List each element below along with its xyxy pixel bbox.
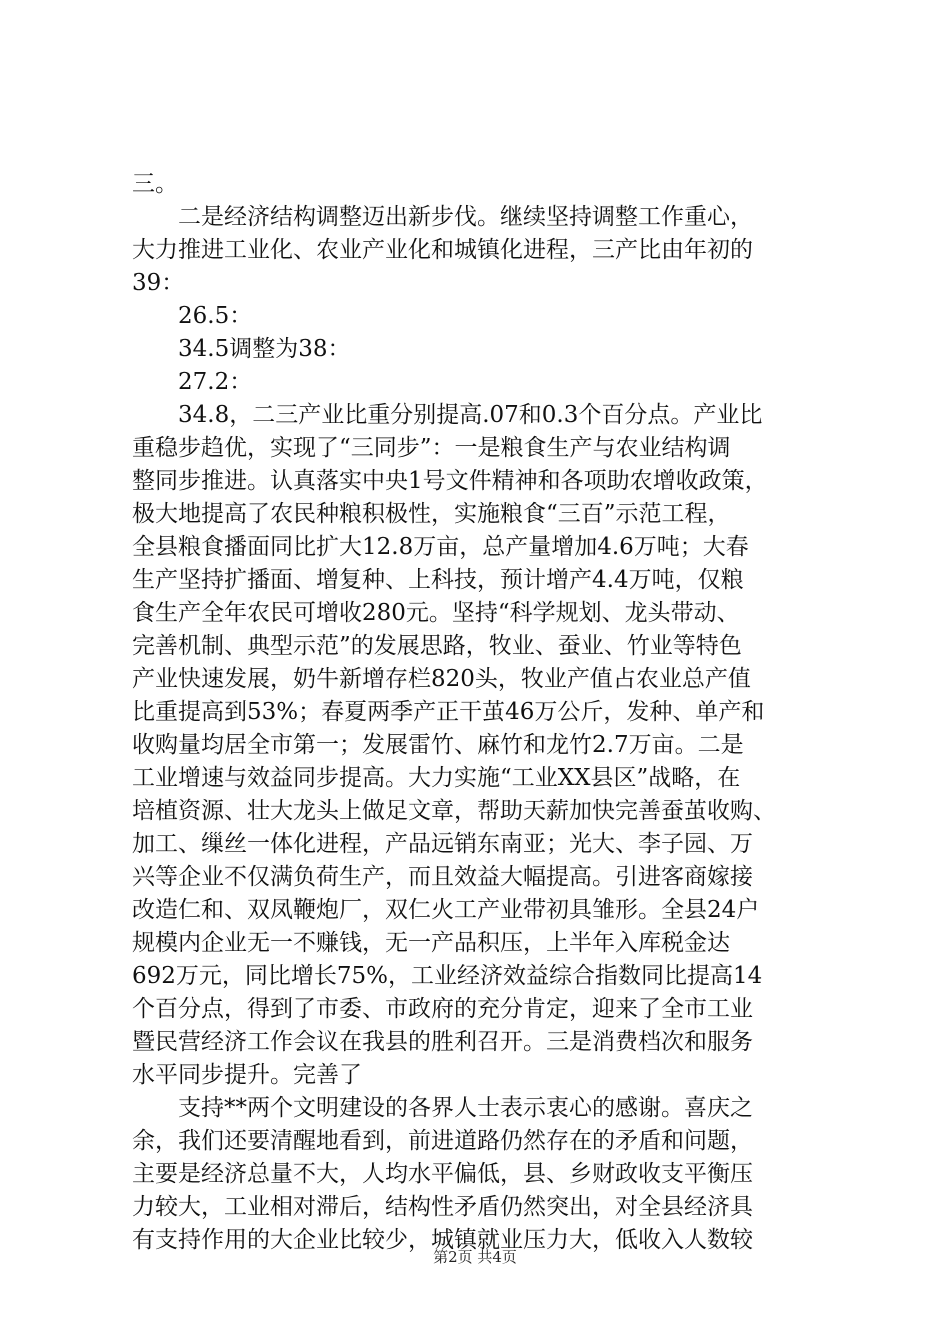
text-line: 34.5调整为38：	[178, 336, 351, 362]
text-line: 二是经济结构调整迈出新步伐。继续坚持调整工作重心，	[178, 204, 753, 230]
text-line: 34.8，二三产业比重分别提高.07和0.3个百分点。产业比	[178, 402, 763, 428]
text-line: 39：	[132, 270, 185, 296]
text-line: 改造仁和、双凤鞭炮厂，双仁火工产业带初具雏形。全县24户	[132, 897, 760, 923]
text-line: 培植资源、壮大龙头上做足文章，帮助天薪加快完善蚕茧收购、	[132, 798, 776, 824]
text-line: 有支持作用的大企业比较少，城镇就业压力大，低收入人数较	[132, 1227, 753, 1253]
text-line: 加工、缫丝一体化进程，产品远销东南亚；光大、李子园、万	[132, 831, 753, 857]
text-line: 重稳步趋优，实现了“三同步”：一是粮食生产与农业结构调	[132, 435, 731, 461]
text-line: 全县粮食播面同比扩大12.8万亩，总产量增加4.6万吨；大春	[132, 534, 749, 560]
text-line: 27.2：	[178, 369, 253, 395]
text-line: 26.5：	[178, 303, 253, 329]
text-line: 主要是经济总量不大，人均水平偏低，县、乡财政收支平衡压	[132, 1161, 753, 1187]
text-line: 完善机制、典型示范”的发展思路，牧业、蚕业、竹业等特色	[132, 633, 742, 659]
text-line: 产业快速发展，奶牛新增存栏820头，牧业产值占农业总产值	[132, 666, 751, 692]
text-line: 力较大，工业相对滞后，结构性矛盾仍然突出，对全县经济具	[132, 1194, 753, 1220]
text-line: 水平同步提升。完善了	[132, 1062, 362, 1088]
text-line: 食生产全年农民可增收280元。坚持“科学规划、龙头带动、	[132, 600, 740, 626]
text-line: 极大地提高了农民种粮积极性，实施粮食“三百”示范工程，	[132, 501, 731, 527]
text-line: 生产坚持扩播面、增复种、上科技，预计增产4.4万吨，仅粮	[132, 567, 744, 593]
text-line: 个百分点，得到了市委、市政府的充分肯定，迎来了全市工业	[132, 996, 753, 1022]
text-line: 收购量均居全市第一；发展雷竹、麻竹和龙竹2.7万亩。二是	[132, 732, 744, 758]
text-line: 整同步推进。认真落实中央1号文件精神和各项助农增收政策，	[132, 468, 768, 494]
page-footer: 第2页 共4页	[433, 1248, 517, 1266]
text-line: 比重提高到53%；春夏两季产正干茧46万公斤，发种、单产和	[132, 699, 765, 725]
text-line: 692万元，同比增长75%，工业经济效益综合指数同比提高14	[132, 963, 763, 989]
document-body	[132, 168, 832, 1257]
text-line: 工业增速与效益同步提高。大力实施“工业XX县区”战略，在	[132, 765, 741, 791]
text-line: 三。	[132, 171, 178, 197]
text-line: 规模内企业无一不赚钱，无一产品积压，上半年入库税金达	[132, 930, 730, 956]
text-line: 余，我们还要清醒地看到，前进道路仍然存在的矛盾和问题，	[132, 1128, 753, 1154]
text-line: 暨民营经济工作会议在我县的胜利召开。三是消费档次和服务	[132, 1029, 753, 1055]
text-line: 兴等企业不仅满负荷生产，而且效益大幅提高。引进客商嫁接	[132, 864, 753, 890]
text-line: 大力推进工业化、农业产业化和城镇化进程，三产比由年初的	[132, 237, 753, 263]
text-line: 支持**两个文明建设的各界人士表示衷心的感谢。喜庆之	[178, 1095, 753, 1121]
